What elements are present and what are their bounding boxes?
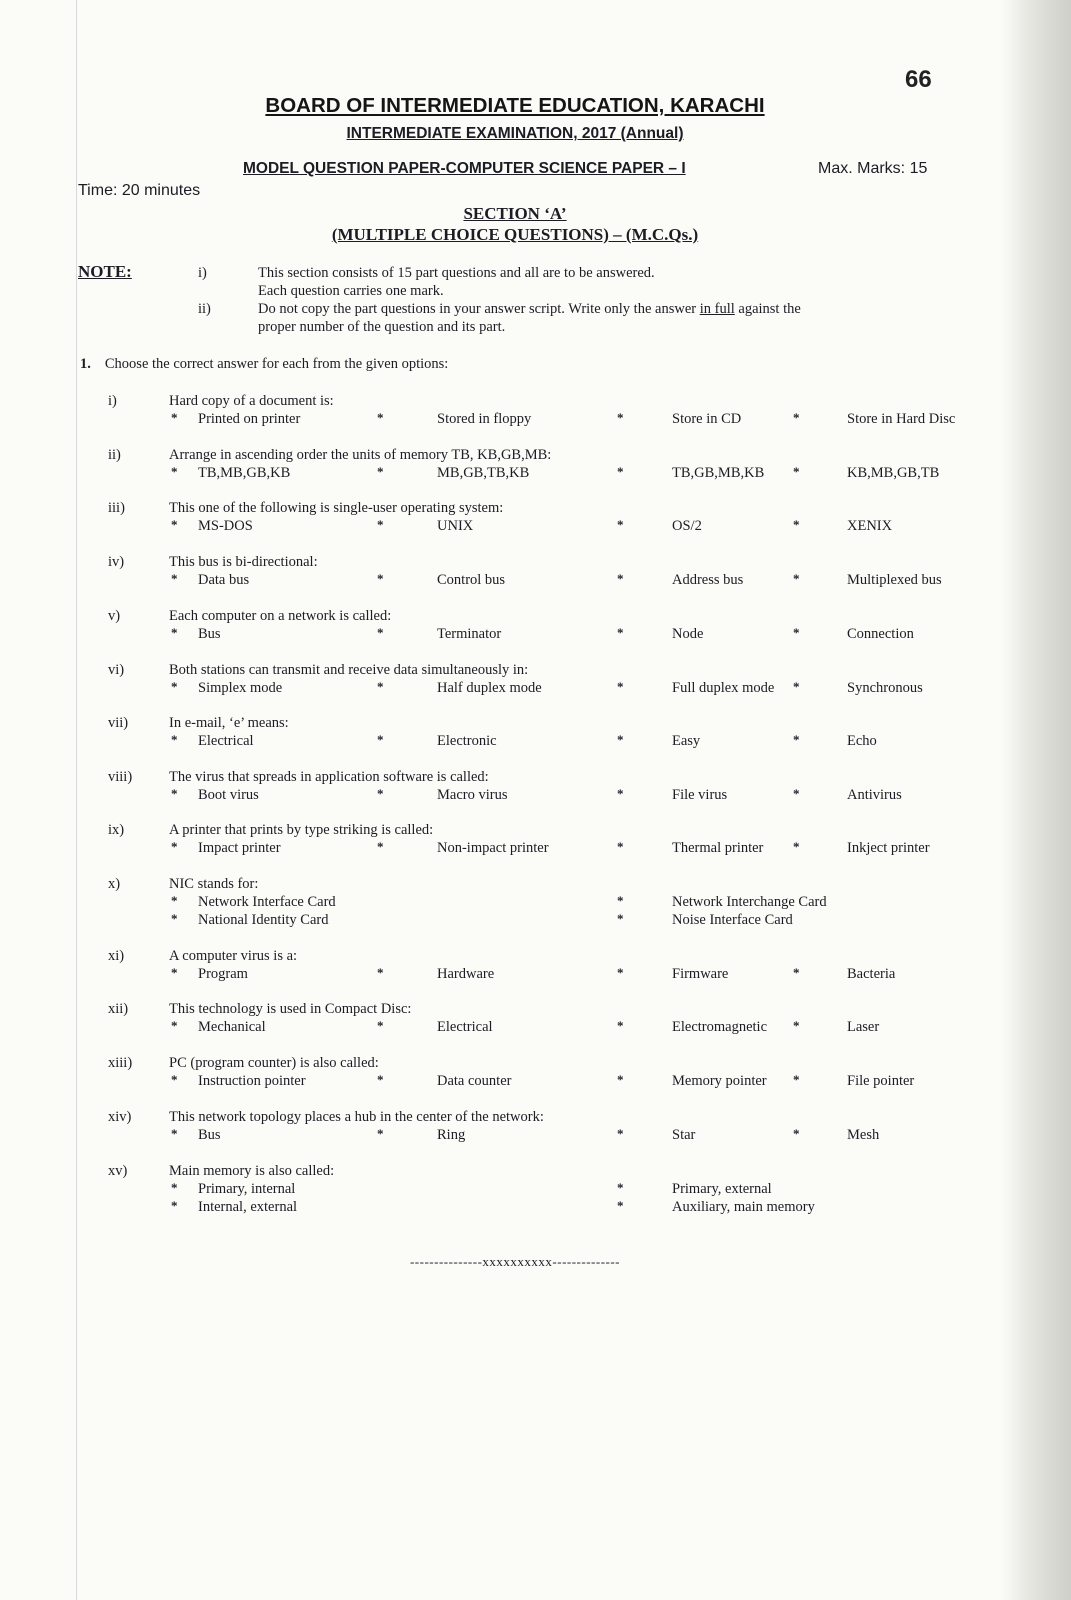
question-text: Main memory is also called: bbox=[169, 1163, 335, 1179]
option-text: Antivirus bbox=[847, 787, 902, 803]
option-text: Bacteria bbox=[847, 966, 896, 982]
paper-title: MODEL QUESTION PAPER-COMPUTER SCIENCE PAPER – I bbox=[243, 160, 686, 177]
option-text: Internal, external bbox=[198, 1199, 298, 1215]
option-text: Primary, internal bbox=[198, 1181, 296, 1197]
question-number: xiii) bbox=[108, 1055, 133, 1071]
option-bullet: * bbox=[617, 786, 624, 801]
option-text: Simplex mode bbox=[198, 680, 283, 696]
option-bullet: * bbox=[377, 1072, 384, 1087]
option-bullet: * bbox=[171, 893, 178, 908]
option-bullet: * bbox=[793, 517, 800, 532]
question-number: vi) bbox=[108, 662, 125, 678]
option-bullet: * bbox=[171, 839, 178, 854]
option-bullet: * bbox=[617, 1018, 624, 1033]
option-bullet: * bbox=[171, 911, 178, 926]
option-text: Macro virus bbox=[437, 787, 508, 803]
question-number: ii) bbox=[108, 447, 121, 463]
option-bullet: * bbox=[171, 786, 178, 801]
note-label: NOTE: bbox=[78, 262, 132, 281]
option-text: Auxiliary, main memory bbox=[672, 1199, 815, 1215]
option-text: TB,MB,GB,KB bbox=[198, 465, 291, 481]
option-text: Memory pointer bbox=[672, 1073, 767, 1089]
option-bullet: * bbox=[617, 625, 624, 640]
option-text: National Identity Card bbox=[198, 912, 329, 928]
option-text: Printed on printer bbox=[198, 411, 301, 427]
section-title: SECTION ‘A’ bbox=[463, 204, 567, 223]
option-bullet: * bbox=[171, 679, 178, 694]
option-text: Non-impact printer bbox=[437, 840, 549, 856]
option-bullet: * bbox=[617, 1072, 624, 1087]
option-bullet: * bbox=[171, 464, 178, 479]
option-text: Echo bbox=[847, 733, 877, 749]
option-text: Multiplexed bus bbox=[847, 572, 942, 588]
question-text: A computer virus is a: bbox=[169, 948, 298, 964]
option-bullet: * bbox=[793, 410, 800, 425]
question-number: xi) bbox=[108, 948, 125, 964]
question-text: NIC stands for: bbox=[169, 876, 259, 892]
option-bullet: * bbox=[793, 625, 800, 640]
option-text: File virus bbox=[672, 787, 728, 803]
option-text: Noise Interface Card bbox=[672, 912, 793, 928]
option-bullet: * bbox=[377, 410, 384, 425]
option-bullet: * bbox=[377, 464, 384, 479]
option-text: Electrical bbox=[437, 1019, 493, 1035]
option-text: KB,MB,GB,TB bbox=[847, 465, 940, 481]
question-text: This bus is bi-directional: bbox=[169, 554, 318, 570]
question-number: iv) bbox=[108, 554, 125, 570]
board-title: BOARD OF INTERMEDIATE EDUCATION, KARACHI bbox=[265, 94, 765, 117]
question-text: PC (program counter) is also called: bbox=[169, 1055, 379, 1071]
option-text: MB,GB,TB,KB bbox=[437, 465, 530, 481]
option-bullet: * bbox=[617, 839, 624, 854]
option-text: Ring bbox=[437, 1127, 466, 1143]
note-item-text: Do not copy the part questions in your answer script. Write only the answer in full against the bbox=[258, 301, 801, 317]
question-number: xiv) bbox=[108, 1109, 132, 1125]
option-text: Inkject printer bbox=[847, 840, 930, 856]
option-text: Terminator bbox=[437, 626, 502, 642]
question-text: Arrange in ascending order the units of memory TB, KB,GB,MB: bbox=[169, 447, 552, 463]
option-bullet: * bbox=[377, 571, 384, 586]
option-bullet: * bbox=[377, 1018, 384, 1033]
option-text: Node bbox=[672, 626, 704, 642]
option-bullet: * bbox=[617, 1198, 624, 1213]
option-bullet: * bbox=[171, 965, 178, 980]
option-bullet: * bbox=[793, 464, 800, 479]
option-text: Control bus bbox=[437, 572, 506, 588]
question-text: Each computer on a network is called: bbox=[169, 608, 392, 624]
question-text: This technology is used in Compact Disc: bbox=[169, 1001, 412, 1017]
question-number: i) bbox=[108, 393, 117, 409]
option-text: Electromagnetic bbox=[672, 1019, 768, 1035]
question-number: viii) bbox=[108, 769, 133, 785]
question-number: ix) bbox=[108, 822, 125, 838]
option-text: Mechanical bbox=[198, 1019, 266, 1035]
option-bullet: * bbox=[617, 571, 624, 586]
question-text: This one of the following is single-user operating system: bbox=[169, 500, 504, 516]
option-bullet: * bbox=[171, 410, 178, 425]
option-text: Star bbox=[672, 1127, 696, 1143]
question-number: v) bbox=[108, 608, 121, 624]
option-bullet: * bbox=[793, 1072, 800, 1087]
option-text: Store in Hard Disc bbox=[847, 411, 956, 427]
option-text: Stored in floppy bbox=[437, 411, 532, 427]
exam-title: INTERMEDIATE EXAMINATION, 2017 (Annual) bbox=[346, 125, 684, 142]
option-text: Network Interface Card bbox=[198, 894, 336, 910]
question-text: The virus that spreads in application software is called: bbox=[169, 769, 489, 785]
option-bullet: * bbox=[617, 893, 624, 908]
page-number: 66 bbox=[905, 66, 932, 93]
end-marker: ---------------xxxxxxxxxx-------------- bbox=[409, 1254, 621, 1269]
option-bullet: * bbox=[377, 839, 384, 854]
option-bullet: * bbox=[171, 1180, 178, 1195]
option-text: Thermal printer bbox=[672, 840, 764, 856]
option-bullet: * bbox=[793, 732, 800, 747]
question-number: vii) bbox=[108, 715, 129, 731]
question-number: x) bbox=[108, 876, 121, 892]
note-item-number: i) bbox=[198, 265, 207, 281]
option-bullet: * bbox=[377, 625, 384, 640]
option-bullet: * bbox=[377, 1126, 384, 1141]
option-bullet: * bbox=[793, 1018, 800, 1033]
option-text: TB,GB,MB,KB bbox=[672, 465, 765, 481]
question-number: xii) bbox=[108, 1001, 129, 1017]
option-text: Electronic bbox=[437, 733, 497, 749]
question-text: In e-mail, ‘e’ means: bbox=[169, 715, 289, 731]
option-text: Electrical bbox=[198, 733, 254, 749]
option-bullet: * bbox=[617, 517, 624, 532]
time-allowed: Time: 20 minutes bbox=[78, 182, 201, 199]
option-text: Boot virus bbox=[198, 787, 259, 803]
option-text: Easy bbox=[672, 733, 701, 749]
option-text: Primary, external bbox=[672, 1181, 772, 1197]
option-bullet: * bbox=[793, 679, 800, 694]
option-text: MS-DOS bbox=[198, 518, 253, 534]
option-text: Impact printer bbox=[198, 840, 281, 856]
note-item-text: This section consists of 15 part questions and all are to be answered. bbox=[258, 265, 655, 281]
option-text: Data bus bbox=[198, 572, 250, 588]
option-bullet: * bbox=[377, 965, 384, 980]
option-bullet: * bbox=[171, 571, 178, 586]
option-text: Firmware bbox=[672, 966, 729, 982]
option-bullet: * bbox=[793, 1126, 800, 1141]
option-bullet: * bbox=[377, 732, 384, 747]
option-bullet: * bbox=[793, 839, 800, 854]
note-item-text: Each question carries one mark. bbox=[258, 283, 444, 299]
main-question: 1. Choose the correct answer for each from the given options: bbox=[80, 356, 449, 372]
option-bullet: * bbox=[171, 625, 178, 640]
option-text: Half duplex mode bbox=[437, 680, 542, 696]
question-text: Both stations can transmit and receive data simultaneously in: bbox=[169, 662, 529, 678]
question-number: xv) bbox=[108, 1163, 128, 1179]
option-text: Network Interchange Card bbox=[672, 894, 827, 910]
option-bullet: * bbox=[171, 1198, 178, 1213]
option-bullet: * bbox=[171, 517, 178, 532]
option-bullet: * bbox=[171, 1018, 178, 1033]
option-bullet: * bbox=[617, 1126, 624, 1141]
question-text: Hard copy of a document is: bbox=[169, 393, 334, 409]
option-text: Full duplex mode bbox=[672, 680, 775, 696]
section-subtitle: (MULTIPLE CHOICE QUESTIONS) – (M.C.Qs.) bbox=[331, 225, 699, 244]
option-text: Address bus bbox=[672, 572, 744, 588]
question-text: This network topology places a hub in the center of the network: bbox=[169, 1109, 544, 1125]
option-bullet: * bbox=[171, 1072, 178, 1087]
question-number: iii) bbox=[108, 500, 125, 516]
option-text: Program bbox=[198, 966, 248, 982]
option-text: File pointer bbox=[847, 1073, 915, 1089]
option-text: XENIX bbox=[847, 518, 893, 534]
option-bullet: * bbox=[617, 410, 624, 425]
option-text: UNIX bbox=[437, 518, 474, 534]
max-marks: Max. Marks: 15 bbox=[818, 160, 928, 177]
option-bullet: * bbox=[377, 517, 384, 532]
option-bullet: * bbox=[617, 732, 624, 747]
option-text: Synchronous bbox=[847, 680, 923, 696]
option-text: Laser bbox=[847, 1019, 880, 1035]
option-bullet: * bbox=[793, 786, 800, 801]
option-bullet: * bbox=[377, 786, 384, 801]
option-bullet: * bbox=[617, 965, 624, 980]
option-bullet: * bbox=[793, 571, 800, 586]
option-bullet: * bbox=[377, 679, 384, 694]
note-item-number: ii) bbox=[198, 301, 211, 317]
question-text: A printer that prints by type striking is called: bbox=[169, 822, 434, 838]
option-text: Hardware bbox=[437, 966, 495, 982]
note-item-text: proper number of the question and its part. bbox=[258, 319, 506, 335]
option-bullet: * bbox=[617, 911, 624, 926]
option-text: Mesh bbox=[847, 1127, 880, 1143]
option-bullet: * bbox=[171, 732, 178, 747]
option-text: Data counter bbox=[437, 1073, 512, 1089]
option-text: Bus bbox=[198, 1127, 221, 1143]
option-text: Bus bbox=[198, 626, 221, 642]
option-text: Instruction pointer bbox=[198, 1073, 306, 1089]
option-bullet: * bbox=[793, 965, 800, 980]
option-bullet: * bbox=[617, 464, 624, 479]
option-bullet: * bbox=[171, 1126, 178, 1141]
option-text: OS/2 bbox=[672, 518, 702, 534]
option-text: Connection bbox=[847, 626, 914, 642]
option-bullet: * bbox=[617, 1180, 624, 1195]
option-text: Store in CD bbox=[672, 411, 742, 427]
option-bullet: * bbox=[617, 679, 624, 694]
